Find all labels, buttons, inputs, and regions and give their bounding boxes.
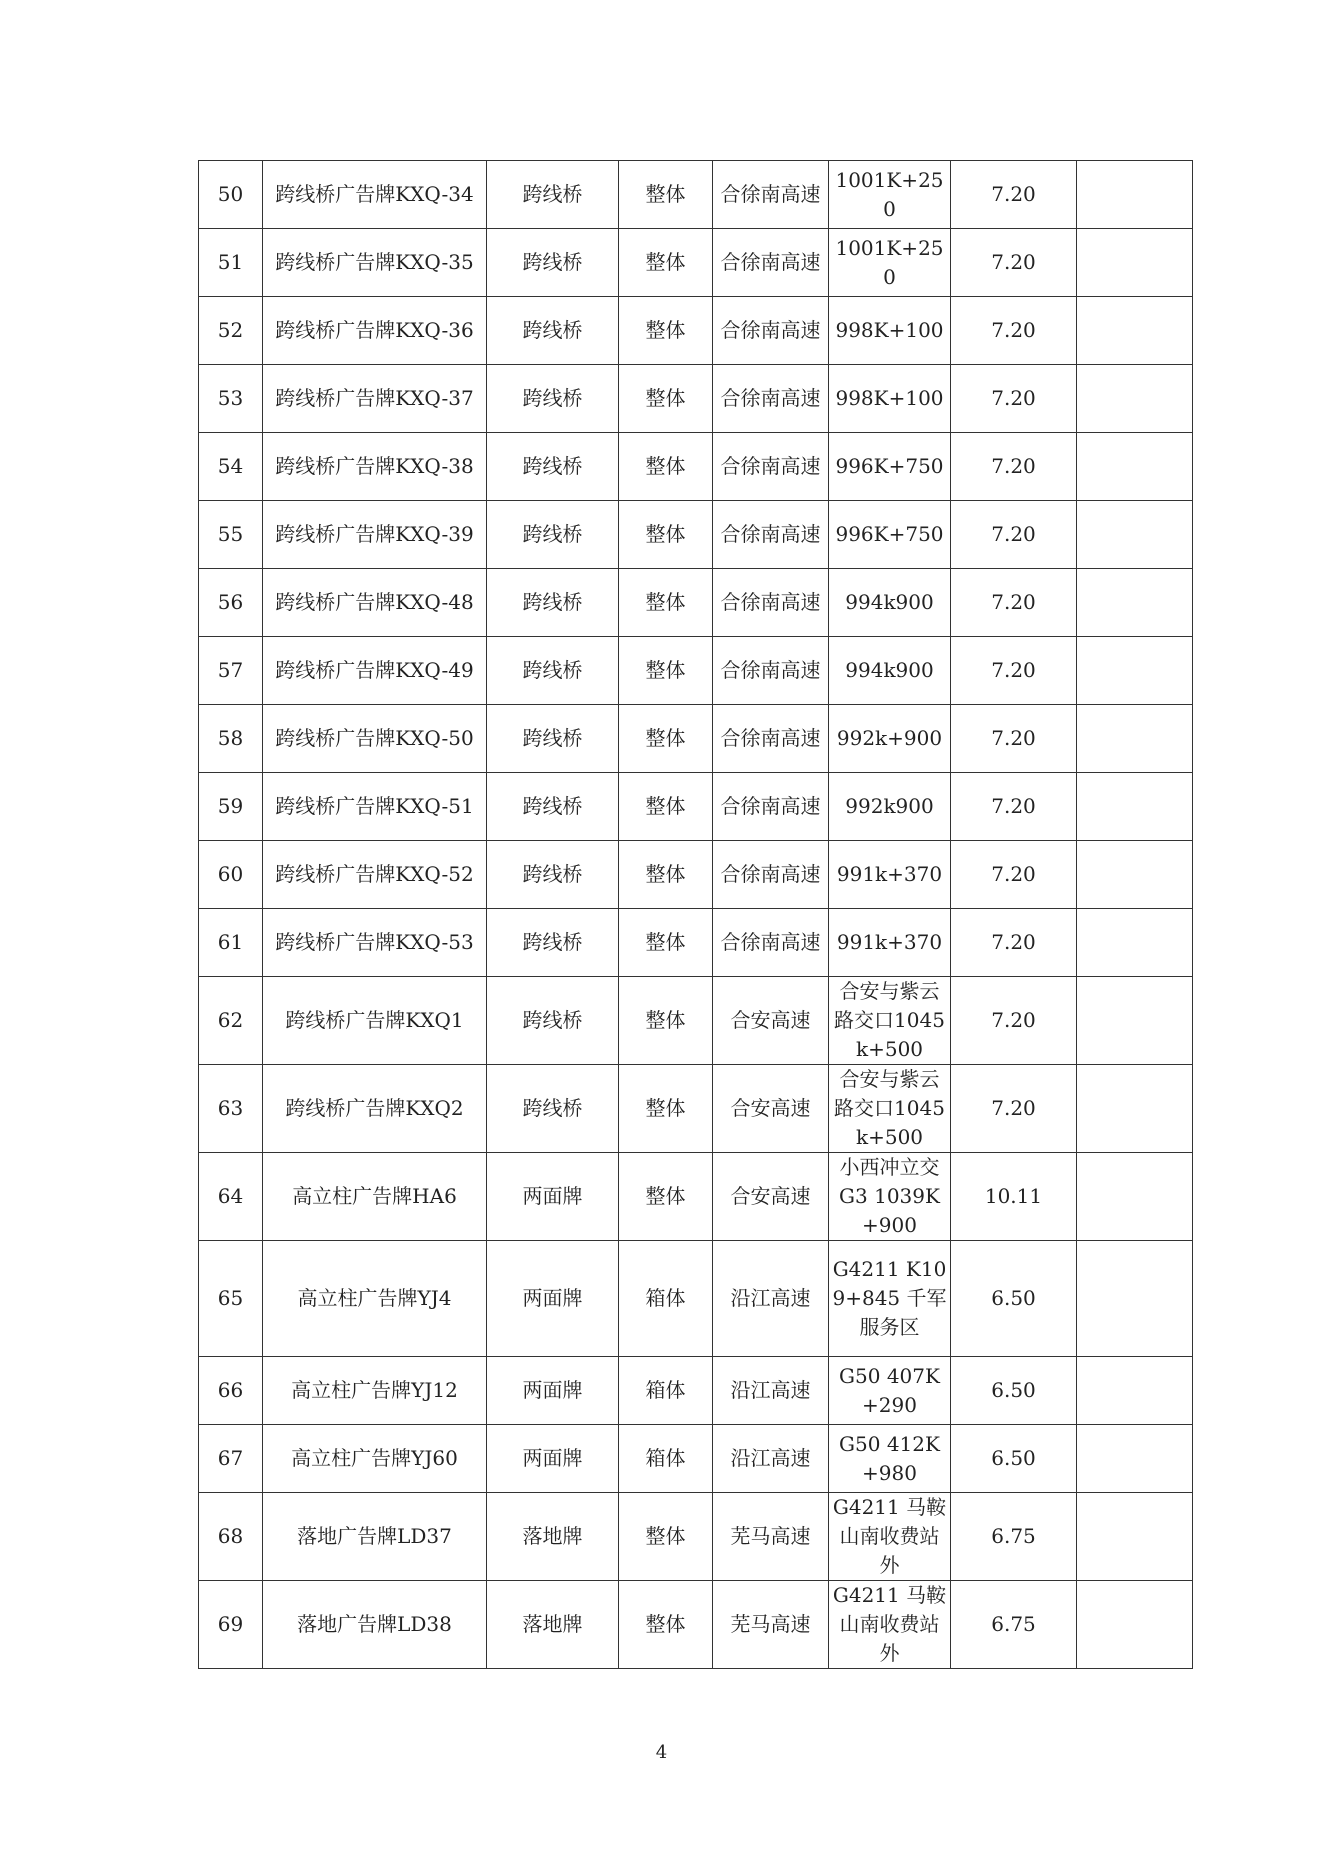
table-row [199, 1581, 1193, 1669]
billboard-name-cell: 跨线桥广告牌KXQ-35 [263, 229, 487, 297]
table-row [199, 501, 1193, 569]
location-cell: G4211 马鞍山南收费站外 [829, 1493, 951, 1581]
row-number-cell: 53 [199, 365, 263, 433]
billboard-name-cell: 跨线桥广告牌KXQ-39 [263, 501, 487, 569]
remark-cell [1077, 365, 1193, 433]
highway-cell: 合徐南高速 [713, 433, 829, 501]
billboard-name-cell: 高立柱广告牌YJ60 [263, 1425, 487, 1493]
remark-cell [1077, 1357, 1193, 1425]
billboard-type-cell: 跨线桥 [487, 297, 619, 365]
highway-cell: 沿江高速 [713, 1241, 829, 1357]
billboard-name-cell: 跨线桥广告牌KXQ-51 [263, 773, 487, 841]
highway-cell: 合徐南高速 [713, 705, 829, 773]
structure-cell: 整体 [619, 637, 713, 705]
remark-cell [1077, 161, 1193, 229]
price-cell: 7.20 [951, 705, 1077, 773]
remark-cell [1077, 229, 1193, 297]
billboard-table [198, 160, 1193, 1669]
remark-cell [1077, 1425, 1193, 1493]
highway-cell: 合徐南高速 [713, 229, 829, 297]
highway-cell: 芜马高速 [713, 1581, 829, 1669]
structure-cell: 箱体 [619, 1425, 713, 1493]
price-cell: 6.50 [951, 1241, 1077, 1357]
price-cell: 6.75 [951, 1493, 1077, 1581]
highway-cell: 合安高速 [713, 1065, 829, 1153]
price-cell: 7.20 [951, 229, 1077, 297]
remark-cell [1077, 705, 1193, 773]
location-cell: 992k900 [829, 773, 951, 841]
structure-cell: 整体 [619, 1493, 713, 1581]
structure-cell: 整体 [619, 433, 713, 501]
price-cell: 7.20 [951, 365, 1077, 433]
table-row [199, 365, 1193, 433]
remark-cell [1077, 433, 1193, 501]
table-row [199, 297, 1193, 365]
highway-cell: 合安高速 [713, 977, 829, 1065]
row-number-cell: 66 [199, 1357, 263, 1425]
billboard-name-cell: 跨线桥广告牌KXQ-49 [263, 637, 487, 705]
price-cell: 7.20 [951, 433, 1077, 501]
billboard-name-cell: 跨线桥广告牌KXQ2 [263, 1065, 487, 1153]
highway-cell: 合徐南高速 [713, 365, 829, 433]
structure-cell: 整体 [619, 229, 713, 297]
highway-cell: 合安高速 [713, 1153, 829, 1241]
billboard-name-cell: 高立柱广告牌YJ4 [263, 1241, 487, 1357]
row-number-cell: 60 [199, 841, 263, 909]
location-cell: G4211 马鞍山南收费站外 [829, 1581, 951, 1669]
remark-cell [1077, 1493, 1193, 1581]
structure-cell: 整体 [619, 841, 713, 909]
structure-cell: 整体 [619, 569, 713, 637]
row-number-cell: 65 [199, 1241, 263, 1357]
location-cell: 991k+370 [829, 841, 951, 909]
remark-cell [1077, 773, 1193, 841]
highway-cell: 合徐南高速 [713, 569, 829, 637]
remark-cell [1077, 637, 1193, 705]
location-cell: G50 412K+980 [829, 1425, 951, 1493]
location-cell: 1001K+250 [829, 229, 951, 297]
billboard-type-cell: 跨线桥 [487, 773, 619, 841]
structure-cell: 整体 [619, 909, 713, 977]
table-row [199, 1065, 1193, 1153]
table-row [199, 1357, 1193, 1425]
price-cell: 6.75 [951, 1581, 1077, 1669]
remark-cell [1077, 841, 1193, 909]
remark-cell [1077, 1241, 1193, 1357]
remark-cell [1077, 297, 1193, 365]
billboard-type-cell: 落地牌 [487, 1581, 619, 1669]
billboard-type-cell: 两面牌 [487, 1241, 619, 1357]
highway-cell: 合徐南高速 [713, 501, 829, 569]
table-row [199, 1153, 1193, 1241]
price-cell: 7.20 [951, 773, 1077, 841]
location-cell: 小西冲立交G3 1039K+900 [829, 1153, 951, 1241]
location-cell: 996K+750 [829, 501, 951, 569]
structure-cell: 整体 [619, 297, 713, 365]
location-cell: 998K+100 [829, 365, 951, 433]
billboard-type-cell: 两面牌 [487, 1153, 619, 1241]
row-number-cell: 67 [199, 1425, 263, 1493]
billboard-name-cell: 跨线桥广告牌KXQ-50 [263, 705, 487, 773]
highway-cell: 合徐南高速 [713, 841, 829, 909]
remark-cell [1077, 909, 1193, 977]
location-cell: 998K+100 [829, 297, 951, 365]
location-cell: 992k+900 [829, 705, 951, 773]
table-row [199, 229, 1193, 297]
page-number: 4 [655, 1742, 668, 1763]
remark-cell [1077, 977, 1193, 1065]
location-cell: G50 407K+290 [829, 1357, 951, 1425]
location-cell: G4211 K109+845 千军服务区 [829, 1241, 951, 1357]
structure-cell: 整体 [619, 705, 713, 773]
row-number-cell: 69 [199, 1581, 263, 1669]
row-number-cell: 51 [199, 229, 263, 297]
table-row [199, 569, 1193, 637]
row-number-cell: 57 [199, 637, 263, 705]
billboard-type-cell: 跨线桥 [487, 365, 619, 433]
table-row [199, 909, 1193, 977]
billboard-name-cell: 跨线桥广告牌KXQ-52 [263, 841, 487, 909]
billboard-name-cell: 跨线桥广告牌KXQ-38 [263, 433, 487, 501]
highway-cell: 合徐南高速 [713, 909, 829, 977]
location-cell: 1001K+250 [829, 161, 951, 229]
structure-cell: 整体 [619, 1153, 713, 1241]
price-cell: 6.50 [951, 1357, 1077, 1425]
billboard-name-cell: 跨线桥广告牌KXQ-36 [263, 297, 487, 365]
row-number-cell: 61 [199, 909, 263, 977]
highway-cell: 合徐南高速 [713, 773, 829, 841]
structure-cell: 整体 [619, 365, 713, 433]
row-number-cell: 52 [199, 297, 263, 365]
billboard-type-cell: 跨线桥 [487, 433, 619, 501]
table-row [199, 841, 1193, 909]
billboard-type-cell: 跨线桥 [487, 637, 619, 705]
location-cell: 994k900 [829, 569, 951, 637]
price-cell: 7.20 [951, 297, 1077, 365]
billboard-name-cell: 跨线桥广告牌KXQ-53 [263, 909, 487, 977]
structure-cell: 整体 [619, 1065, 713, 1153]
billboard-type-cell: 跨线桥 [487, 569, 619, 637]
remark-cell [1077, 1065, 1193, 1153]
structure-cell: 整体 [619, 1581, 713, 1669]
highway-cell: 沿江高速 [713, 1425, 829, 1493]
price-cell: 7.20 [951, 569, 1077, 637]
billboard-name-cell: 高立柱广告牌HA6 [263, 1153, 487, 1241]
location-cell: 合安与紫云路交口1045k+500 [829, 977, 951, 1065]
price-cell: 7.20 [951, 501, 1077, 569]
location-cell: 991k+370 [829, 909, 951, 977]
table-row [199, 773, 1193, 841]
row-number-cell: 59 [199, 773, 263, 841]
billboard-name-cell: 落地广告牌LD38 [263, 1581, 487, 1669]
price-cell: 7.20 [951, 161, 1077, 229]
structure-cell: 箱体 [619, 1357, 713, 1425]
table-row [199, 637, 1193, 705]
price-cell: 10.11 [951, 1153, 1077, 1241]
price-cell: 7.20 [951, 1065, 1077, 1153]
row-number-cell: 64 [199, 1153, 263, 1241]
remark-cell [1077, 569, 1193, 637]
billboard-type-cell: 两面牌 [487, 1357, 619, 1425]
structure-cell: 整体 [619, 977, 713, 1065]
row-number-cell: 55 [199, 501, 263, 569]
highway-cell: 芜马高速 [713, 1493, 829, 1581]
price-cell: 7.20 [951, 909, 1077, 977]
billboard-type-cell: 跨线桥 [487, 501, 619, 569]
structure-cell: 整体 [619, 501, 713, 569]
billboard-name-cell: 跨线桥广告牌KXQ-37 [263, 365, 487, 433]
billboard-type-cell: 落地牌 [487, 1493, 619, 1581]
billboard-name-cell: 跨线桥广告牌KXQ1 [263, 977, 487, 1065]
row-number-cell: 50 [199, 161, 263, 229]
row-number-cell: 62 [199, 977, 263, 1065]
price-cell: 6.50 [951, 1425, 1077, 1493]
row-number-cell: 58 [199, 705, 263, 773]
table-row [199, 433, 1193, 501]
remark-cell [1077, 1581, 1193, 1669]
structure-cell: 整体 [619, 161, 713, 229]
price-cell: 7.20 [951, 637, 1077, 705]
row-number-cell: 68 [199, 1493, 263, 1581]
table-row [199, 1241, 1193, 1357]
table-row [199, 977, 1193, 1065]
price-cell: 7.20 [951, 841, 1077, 909]
table-row [199, 161, 1193, 229]
highway-cell: 合徐南高速 [713, 161, 829, 229]
billboard-name-cell: 落地广告牌LD37 [263, 1493, 487, 1581]
billboard-type-cell: 跨线桥 [487, 705, 619, 773]
location-cell: 996K+750 [829, 433, 951, 501]
table-body [199, 161, 1193, 1669]
structure-cell: 整体 [619, 773, 713, 841]
billboard-type-cell: 两面牌 [487, 1425, 619, 1493]
location-cell: 994k900 [829, 637, 951, 705]
billboard-type-cell: 跨线桥 [487, 229, 619, 297]
table-row [199, 1493, 1193, 1581]
billboard-name-cell: 跨线桥广告牌KXQ-48 [263, 569, 487, 637]
highway-cell: 沿江高速 [713, 1357, 829, 1425]
highway-cell: 合徐南高速 [713, 637, 829, 705]
remark-cell [1077, 1153, 1193, 1241]
remark-cell [1077, 501, 1193, 569]
billboard-name-cell: 跨线桥广告牌KXQ-34 [263, 161, 487, 229]
billboard-name-cell: 高立柱广告牌YJ12 [263, 1357, 487, 1425]
billboard-type-cell: 跨线桥 [487, 161, 619, 229]
highway-cell: 合徐南高速 [713, 297, 829, 365]
billboard-type-cell: 跨线桥 [487, 977, 619, 1065]
location-cell: 合安与紫云路交口1045k+500 [829, 1065, 951, 1153]
row-number-cell: 63 [199, 1065, 263, 1153]
row-number-cell: 56 [199, 569, 263, 637]
table-row [199, 705, 1193, 773]
billboard-type-cell: 跨线桥 [487, 1065, 619, 1153]
row-number-cell: 54 [199, 433, 263, 501]
price-cell: 7.20 [951, 977, 1077, 1065]
table-row [199, 1425, 1193, 1493]
structure-cell: 箱体 [619, 1241, 713, 1357]
billboard-type-cell: 跨线桥 [487, 841, 619, 909]
billboard-type-cell: 跨线桥 [487, 909, 619, 977]
